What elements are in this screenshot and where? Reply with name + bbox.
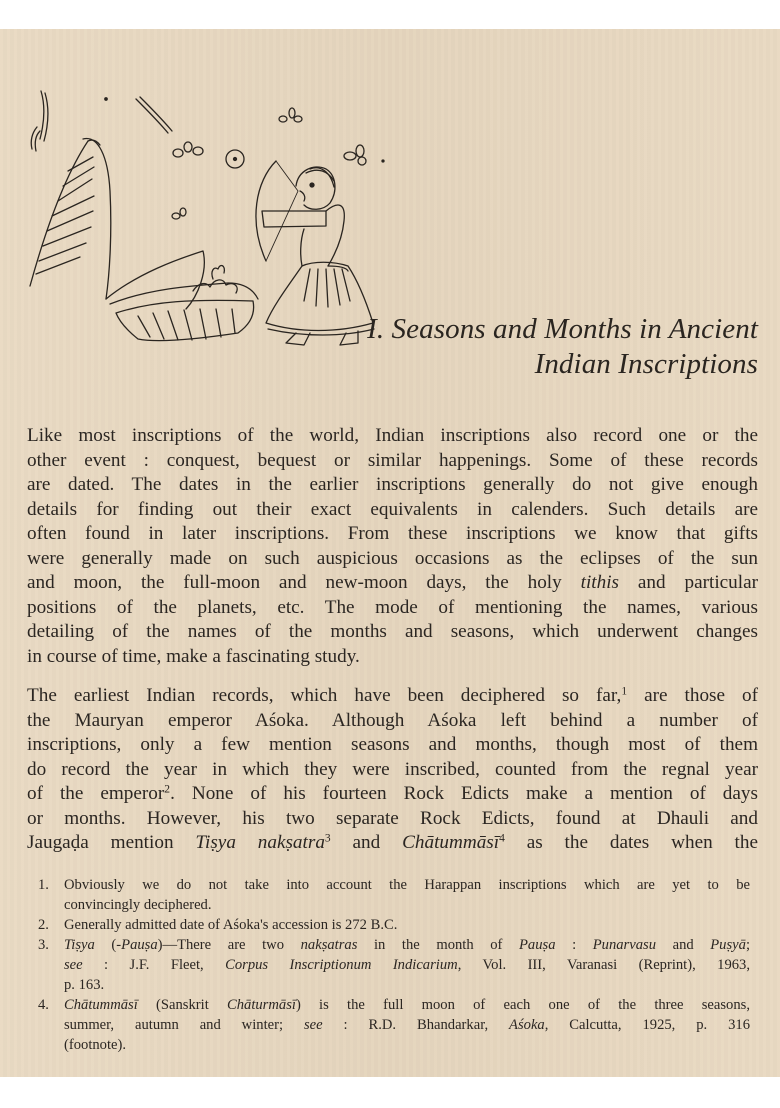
text-segment: Jaugaḍa mention	[27, 832, 196, 853]
paragraph-1	[27, 424, 758, 669]
footnote-ref[interactable]: 1	[621, 685, 628, 698]
footnote-line: Generally admitted date of Aśoka's accession is 272 B.C.	[64, 917, 398, 933]
text-segment: : R.D. Bhandarkar,	[322, 1017, 510, 1033]
footnote-3	[38, 935, 750, 995]
text-line: do record the year in which they were inscribed, counted from the regnal year	[27, 758, 758, 780]
text-segment: are those of	[627, 685, 758, 706]
text-line: the Mauryan emperor Aśoka. Although Aśoka left behind a number of	[27, 709, 758, 731]
italic-term: Chātummāsī	[402, 832, 500, 853]
text-segment: summer, autumn and winter;	[64, 1017, 304, 1033]
text-line: detailing of the names of the months and seasons, which underwent changes	[27, 621, 758, 642]
footnote-2	[38, 915, 750, 935]
italic-term: Pauṣa	[121, 937, 158, 953]
text-segment: , Vol. III, Varanasi (Reprint), 1963,	[457, 957, 750, 973]
italic-term: see	[64, 957, 83, 973]
footnote-line: convincingly deciphered.	[64, 897, 212, 913]
footnote-line: (footnote).	[64, 1037, 127, 1053]
text-segment: . None of his fourteen Rock Edicts make a mention of days	[170, 783, 758, 804]
footnote-line	[64, 935, 750, 955]
floral-motif-icon	[172, 108, 366, 219]
text-line: were generally made on such auspicious occasions as the eclipses of the sun	[27, 547, 758, 569]
text-segment: of the emperor	[27, 783, 165, 804]
italic-term: Aśoka	[509, 1017, 545, 1033]
italic-term: see	[303, 1017, 323, 1033]
footnote-line	[64, 1015, 750, 1035]
text-line	[27, 831, 758, 856]
footnotes	[38, 875, 750, 1055]
chapter-title	[367, 312, 758, 382]
text-line: inscriptions, only a few mention seasons and months, though most of them	[27, 734, 758, 755]
text-segment: : J.F. Fleet,	[82, 957, 226, 973]
footnote-4	[38, 995, 750, 1055]
text-segment: and particular	[619, 572, 758, 593]
footnote-line: p. 163.	[64, 977, 105, 993]
italic-term: Tiṣya nakṣatra	[195, 832, 325, 853]
text-line	[27, 571, 758, 596]
text-segment: , Calcutta, 1925, p. 316	[544, 1017, 750, 1033]
footnote-number: 3.	[38, 937, 49, 953]
footnote-ref[interactable]: 2	[164, 783, 171, 796]
text-segment: and	[656, 937, 711, 953]
text-segment: and	[330, 832, 403, 853]
italic-term: nakṣatras	[300, 937, 358, 953]
text-segment: (-	[94, 937, 122, 953]
text-line: are dated. The dates in the earlier inscriptions generally do not give enough	[27, 474, 758, 495]
italic-term: Tiṣya	[64, 937, 95, 953]
footnote-1	[38, 875, 750, 915]
paragraph-2	[27, 684, 758, 856]
text-segment: as the dates when the	[504, 832, 758, 853]
grass-icon	[40, 91, 44, 139]
text-line: or months. However, his two separate Rock Edicts, found at Dhauli and	[27, 807, 758, 829]
footnote-ref[interactable]: 4	[499, 832, 505, 845]
text-segment: ) is the full moon of each one of the three seasons,	[295, 997, 750, 1013]
footnote-number: 1.	[38, 877, 49, 893]
archer-figure-icon	[256, 161, 374, 345]
chapter-title-line-2: Indian Inscriptions	[534, 348, 758, 380]
text-line: Like most inscriptions of the world, Indian inscriptions also record one or the	[27, 425, 758, 446]
text-line	[27, 684, 758, 709]
italic-term: Punarvasu	[592, 937, 656, 953]
book-page	[0, 29, 780, 1077]
italic-term: Corpus Inscriptionum Indicarium	[225, 957, 458, 973]
italic-term: Chāturmāsī	[227, 997, 296, 1013]
text-line: other event : conquest, bequest or similar happenings. Some of these records	[27, 449, 758, 471]
italic-term: Pauṣa	[519, 937, 556, 953]
text-line: details for finding out their exact equivalents in calenders. Such details are	[27, 498, 758, 520]
text-segment: )—There are two	[157, 937, 301, 953]
text-line: in course of time, make a fascinating study.	[27, 645, 360, 667]
text-segment: in the month of	[357, 937, 520, 953]
footnote-number: 4.	[38, 997, 49, 1013]
text-segment: The earliest Indian records, which have been deciphered so far,	[27, 685, 622, 706]
footnote-line: Obviously we do not take into account the Harappan inscriptions which are yet to be	[64, 877, 750, 893]
footnote-ref[interactable]: 3	[324, 832, 331, 845]
italic-term: Puṣyā	[710, 937, 746, 953]
italic-term: Chātummāsī	[64, 997, 138, 1013]
leaf-icon	[30, 141, 88, 286]
footnote-number: 2.	[38, 917, 49, 933]
italic-term: tithis	[580, 572, 620, 593]
chapter-title-line-1: I. Seasons and Months in Ancient	[367, 313, 758, 345]
text-segment: ;	[745, 937, 750, 953]
footnote-line	[64, 995, 750, 1015]
archer-illustration	[28, 61, 408, 346]
footnote-line	[64, 955, 750, 975]
text-segment: (Sanskrit	[137, 997, 227, 1013]
text-segment: and moon, the full-moon and new-moon days, the holy	[27, 572, 581, 593]
text-segment: :	[555, 937, 593, 953]
text-line: often found in later inscriptions. From these inscriptions we know that gifts	[27, 523, 758, 544]
text-line: positions of the planets, etc. The mode of mentioning the names, various	[27, 596, 758, 618]
text-line	[27, 782, 758, 807]
